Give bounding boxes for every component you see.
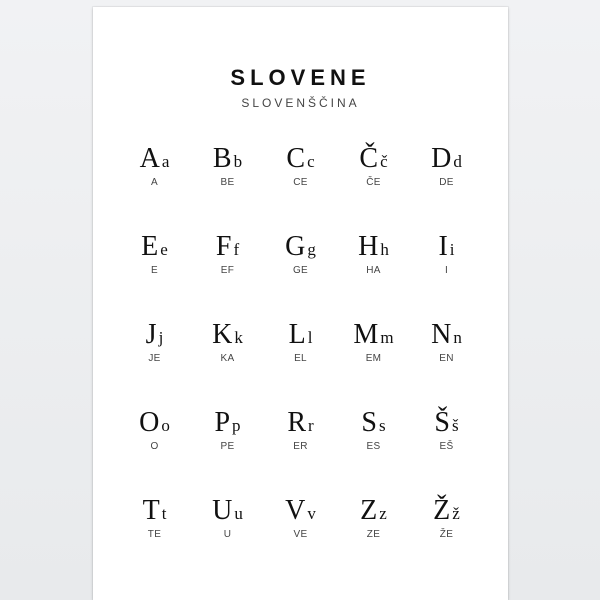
letter-name: ČE [366,177,381,188]
letter-cell [191,409,264,497]
letter-glyphs [118,145,191,175]
letter-name: EM [365,353,382,364]
letter-name: A [151,177,158,188]
letter-cell [118,409,191,497]
uppercase-letter: E [141,231,159,262]
uppercase-letter: N [431,319,452,350]
letter-glyphs [410,233,483,263]
lowercase-letter: i [449,240,455,259]
letter-glyphs [410,145,483,175]
letter-cell [410,409,483,497]
uppercase-letter: J [145,319,157,350]
uppercase-letter: V [285,495,306,526]
letter-name: E [151,265,158,276]
alphabet-poster [93,7,508,600]
uppercase-letter: I [438,231,448,262]
letter-cell [264,409,337,497]
lowercase-letter: j [158,328,164,347]
letter-cell [191,497,264,585]
letter-glyphs [410,321,483,351]
lowercase-letter: l [307,328,313,347]
uppercase-letter: F [215,231,232,262]
letter-cell [264,497,337,585]
letter-name: ZE [366,529,381,540]
uppercase-letter: B [212,143,232,174]
letter-name: I [444,265,449,276]
lowercase-letter: c [307,152,315,171]
uppercase-letter: Š [434,407,450,438]
letter-cell [410,497,483,585]
letter-glyphs [337,321,410,351]
uppercase-letter: T [142,495,160,526]
lowercase-letter: a [161,152,170,171]
lowercase-letter: v [307,504,316,523]
letter-glyphs [264,145,337,175]
uppercase-letter: Z [360,495,378,526]
letter-cell [191,145,264,233]
letter-name: EN [439,353,454,364]
uppercase-letter: K [212,319,233,350]
letter-glyphs [410,409,483,439]
lowercase-letter: z [379,504,387,523]
lowercase-letter: m [380,328,394,347]
letter-name: U [223,529,232,540]
letter-glyphs [337,233,410,263]
uppercase-letter: C [286,143,306,174]
letter-glyphs [191,233,264,263]
letter-name: TE [147,529,162,540]
letter-name: VE [293,529,308,540]
uppercase-letter: U [212,495,233,526]
lowercase-letter: š [451,416,459,435]
lowercase-letter: g [307,240,316,259]
letter-name: O [150,441,159,452]
letter-cell [337,497,410,585]
letter-cell [264,233,337,321]
lowercase-letter: o [161,416,170,435]
letter-name: ŽE [439,529,454,540]
lowercase-letter: u [234,504,243,523]
letter-cell [410,321,483,409]
letter-name: KA [220,353,235,364]
uppercase-letter: L [288,319,306,350]
letter-cell [118,145,191,233]
letter-glyphs [118,321,191,351]
letter-cell [191,321,264,409]
uppercase-letter: A [139,143,160,174]
letter-cell [191,233,264,321]
letter-glyphs [337,409,410,439]
lowercase-letter: f [233,240,240,259]
letter-name: EŠ [439,441,454,452]
letter-glyphs [191,145,264,175]
letter-glyphs [264,409,337,439]
lowercase-letter: r [308,416,314,435]
letter-name: EL [294,353,307,364]
letter-name: DE [439,177,454,188]
letter-cell [264,321,337,409]
letter-glyphs [264,321,337,351]
letter-name: ES [366,441,381,452]
lowercase-letter: č [380,152,388,171]
lowercase-letter: n [453,328,462,347]
letter-cell [118,321,191,409]
letter-glyphs [264,233,337,263]
lowercase-letter: t [161,504,167,523]
letter-glyphs [118,497,191,527]
letter-glyphs [337,145,410,175]
letter-glyphs [118,409,191,439]
letter-glyphs [118,233,191,263]
poster-title: SLOVENE [230,65,371,90]
uppercase-letter: G [285,231,306,262]
letter-glyphs [191,321,264,351]
uppercase-letter: S [361,407,377,438]
lowercase-letter: p [232,416,241,435]
uppercase-letter: R [287,407,306,438]
letter-name: PE [220,441,235,452]
lowercase-letter: s [378,416,386,435]
poster-subtitle: SLOVENŠČINA [241,96,360,110]
letter-cell [118,233,191,321]
letter-grid [118,145,483,585]
letter-glyphs [264,497,337,527]
letter-name: GE [292,265,309,276]
letter-cell [337,409,410,497]
uppercase-letter: H [358,231,379,262]
letter-name: EF [220,265,235,276]
lowercase-letter: b [233,152,243,171]
letter-cell [410,145,483,233]
letter-cell [337,145,410,233]
letter-glyphs [410,497,483,527]
letter-name: ER [293,441,308,452]
letter-glyphs [191,409,264,439]
letter-glyphs [191,497,264,527]
letter-name: HA [366,265,381,276]
letter-cell [118,497,191,585]
uppercase-letter: M [353,319,379,350]
lowercase-letter: k [234,328,243,347]
lowercase-letter: h [380,240,389,259]
letter-cell [264,145,337,233]
lowercase-letter: ž [452,504,460,523]
letter-name: CE [293,177,308,188]
lowercase-letter: e [160,240,168,259]
letter-glyphs [337,497,410,527]
letter-name: BE [220,177,235,188]
letter-cell [410,233,483,321]
letter-cell [337,233,410,321]
letter-name: JE [148,353,161,364]
uppercase-letter: O [139,407,160,438]
uppercase-letter: D [431,143,452,174]
uppercase-letter: Č [359,143,379,174]
uppercase-letter: P [214,407,231,438]
letter-cell [337,321,410,409]
uppercase-letter: Ž [433,495,451,526]
lowercase-letter: d [453,152,462,171]
